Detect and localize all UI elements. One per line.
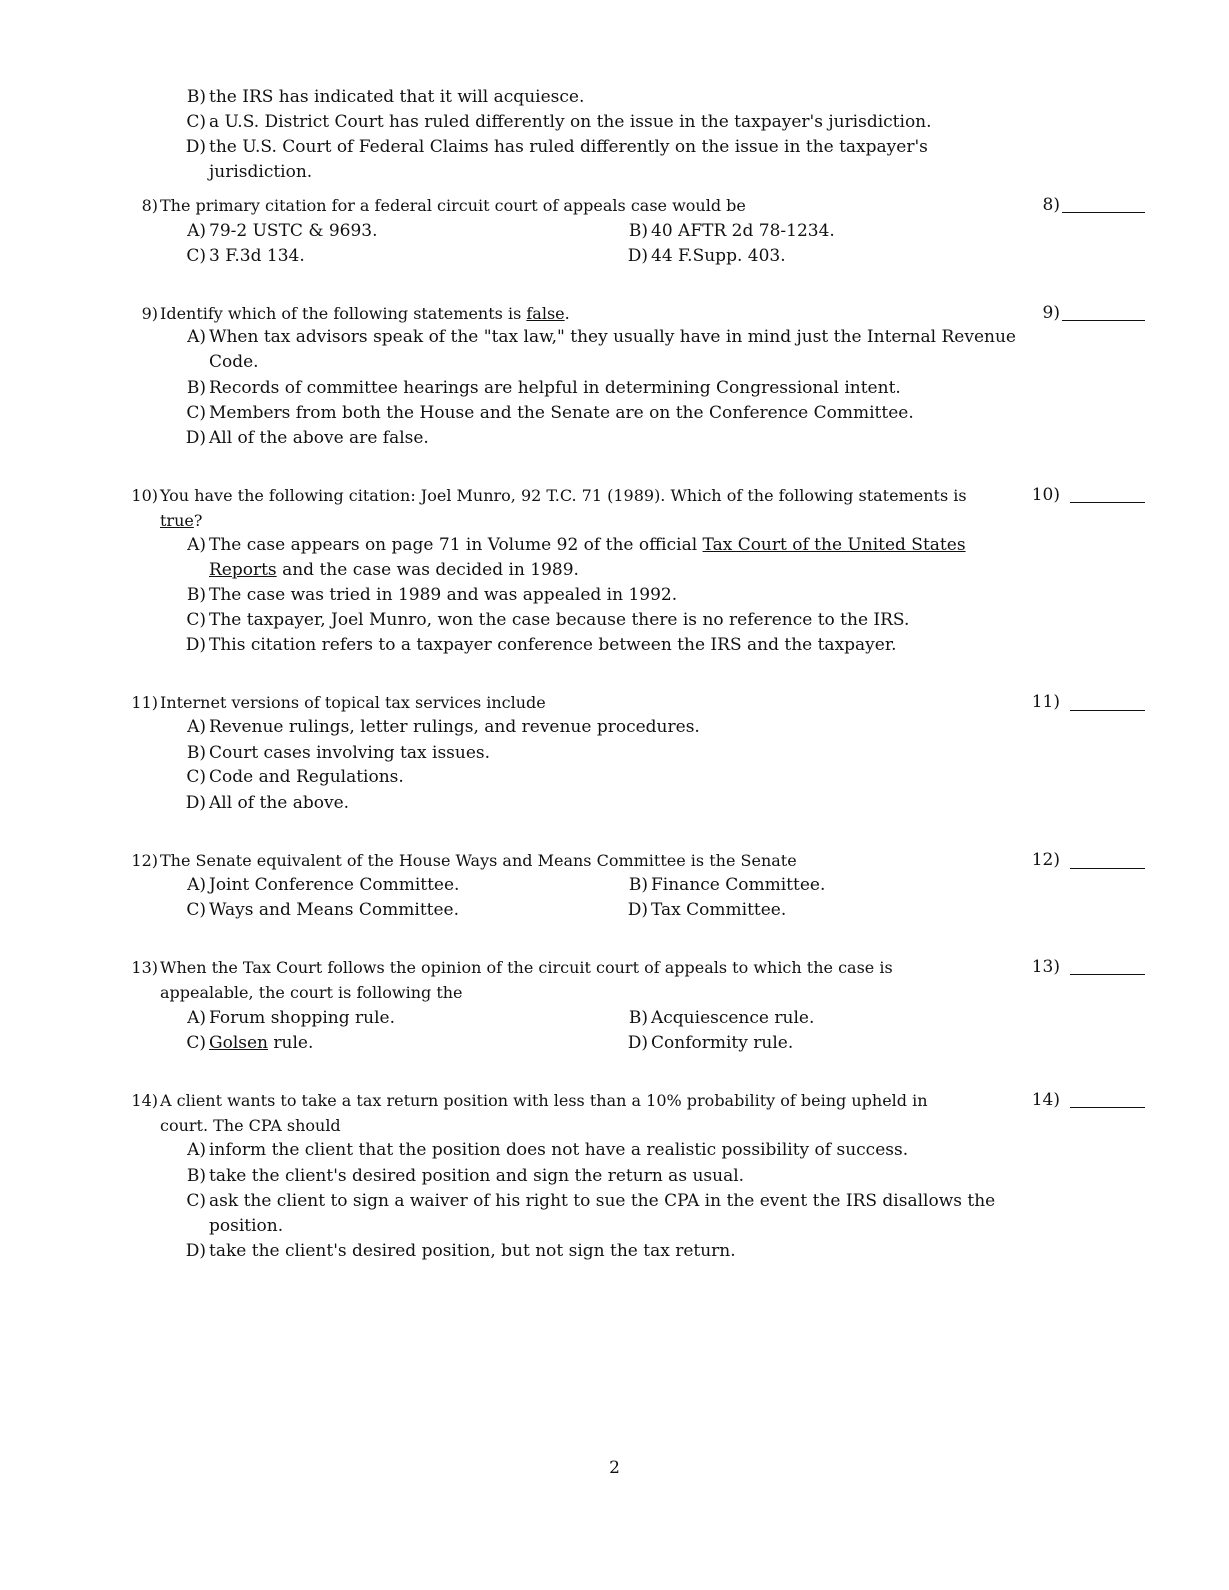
answer-label: 8) [1042,195,1060,215]
answer-label: 14) [1031,1090,1060,1110]
answer-blank[interactable] [1070,502,1145,503]
answer-label: 13) [1031,957,1060,977]
answer-label: 12) [1031,850,1060,870]
answer-label: 9) [1042,303,1060,323]
answer-blank[interactable] [1062,212,1145,213]
answer-blank[interactable] [1070,974,1145,975]
answer-label: 10) [1031,485,1060,505]
exam-page: B) the IRS has indicated that it will acquiesce. C) a U.S. District Court has ruled differently on the issue in the taxpayer's jurisdiction. D) the U.S. Court of Federal Claims has ruled differently on the issue in the taxpayer's jurisdiction. 8) The primary citation for a federal circuit court of appeals case would be 8) A) 79-2 USTC & 9693. B) 40 AFTR 2d 78-1234. C) 3 F.3d 134. D) 44 F.Supp. 403. 9) Identify which of the following statements is false. 9) A) When tax advisors speak of the "tax law," they usually have in mind just the Internal Revenue Code. B) Records of committee hearings are helpful in determining Congressional intent. C) Members from both the House and the Senate are on the Conference Committee. D) All of the above are false. 10) You have the following citation: Joel Munro, 92 T.C. 71 (1989). Which of the following statements is true? 10) A) The case appears on page 71 in Volume 92 of the official Tax Court of the United States Reports and the case was decided in 1989. B) The case was tried in 1989 and was appealed in 1992. C) The taxpayer, Joel Munro, won the case because there is no reference to the IRS. D) This citation refers to a taxpayer conference between the IRS and the taxpayer. 11) Internet versions of topical tax services include 11) A) Revenue rulings, letter rulings, and revenue procedures. B) Court cases involving tax issues. C) Code and Regulations. D) All of the above. 12) The Senate equivalent of the House Ways and Means Committee is the Senate 12) A) Joint Conference Committee. B) Finance Committee. C) Ways and Means Committee. D) Tax Committee. 13) When the Tax Court follows the opinion of the circuit court of appeals to which the case is appealable, the court is following the 13) A) Forum shopping rule. B) Acquiescence rule. C) Golsen rule. D) Conformity rule. 14) A client wants to take a tax return position with less than a 10% probability of being upheld in court. The CPA should 14) A) inform the client that the position does not have a realistic possibility of success. B) take the client's desired position and sign the return as usual. C) ask the client to sign a waiver of his right to sue the CPA in the event the IRS disallows the position. D) take the client's desired position, but not sign the tax return. 2 [0,0,1229,1590]
answer-blank[interactable] [1070,710,1145,711]
answer-blank[interactable] [1062,320,1145,321]
answer-blank[interactable] [1070,868,1145,869]
answer-label: 11) [1031,692,1060,712]
page-number: 2 [609,1458,620,1478]
answer-blank[interactable] [1070,1107,1145,1108]
